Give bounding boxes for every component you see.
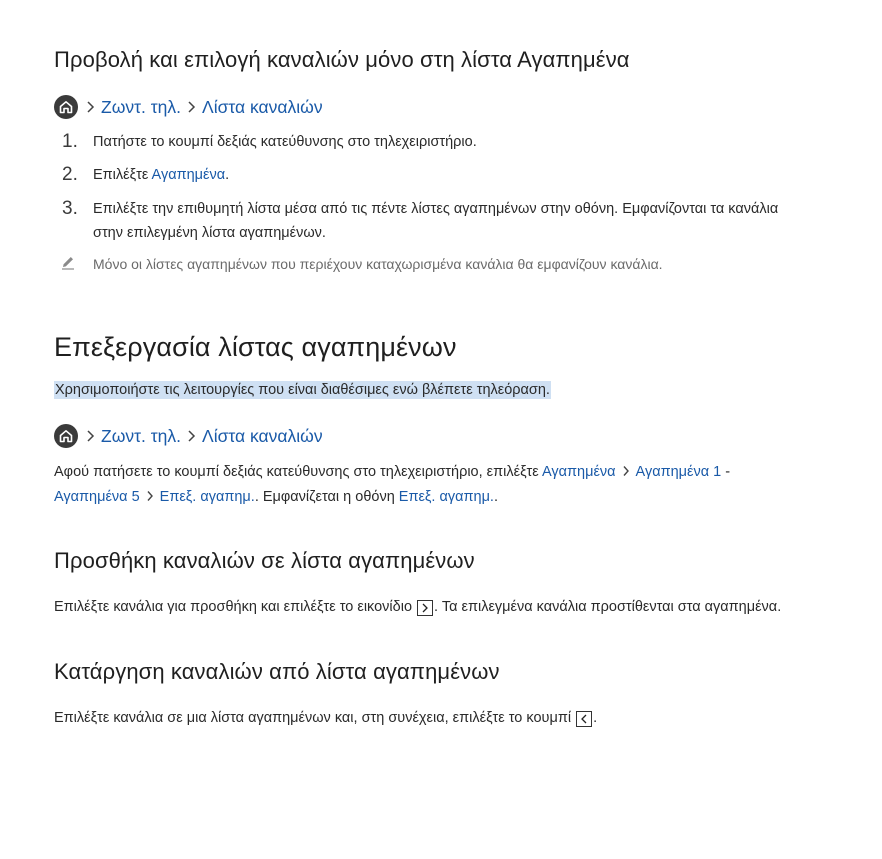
remove-arrow-icon [576,711,592,727]
intro-text: Χρησιμοποιήστε τις λειτουργίες που είναι διαθέσιμες ενώ βλέπετε τηλεόραση. [55,382,550,398]
instruction-line-2: Αγαπημένα 5 Επεξ. αγαπημ.. Εμφανίζεται η οθόνη Επεξ. αγαπημ.. [54,489,498,505]
chevron-right-icon [187,100,196,114]
step-text: Πατήστε το κουμπί δεξιάς κατεύθυνσης στο τηλεχειριστήριο. [93,134,477,150]
step-number: 1. [62,131,78,152]
home-icon [54,95,78,119]
chevron-right-icon [146,490,154,506]
step-number: 2. [62,164,78,185]
step-number: 3. [62,198,78,219]
link-favorites[interactable]: Αγαπημένα [541,464,616,480]
link-favorites-5[interactable]: Αγαπημένα 5 [54,489,140,505]
section-title-remove-channels: Κατάργηση καναλιών από λίστα αγαπημένων [54,659,500,684]
section-title-edit-favorites: Επεξεργασία λίστας αγαπημένων [54,332,457,362]
breadcrumb [54,424,323,448]
pencil-note-icon [60,254,76,275]
chevron-right-icon [187,429,196,443]
breadcrumb-item-channel-list[interactable]: Λίστα καναλιών [202,425,323,446]
note-text: Μόνο οι λίστες αγαπημένων που περιέχουν καταχωρισμένα κανάλια θα εμφανίζουν κανάλια. [93,256,663,272]
step-text-continued: στην επιλεγμένη λίστα αγαπημένων. [93,225,326,241]
link-edit-favorites[interactable]: Επεξ. αγαπημ. [159,489,255,505]
chevron-right-icon [86,100,95,114]
breadcrumb-item-live-tv[interactable]: Ζωντ. τηλ. [101,425,181,446]
instruction-line-1: Αφού πατήσετε το κουμπί δεξιάς κατεύθυνσης στο τηλεχειριστήριο, επιλέξτε Αγαπημένα Αγαπημένα 1 - [54,464,731,480]
add-arrow-icon [417,600,433,616]
add-channels-text: Επιλέξτε κανάλια για προσθήκη και επιλέξτε το εικονίδιο . Τα επιλεγμένα κανάλια προστίθενται στα αγαπημένα. [54,599,782,615]
breadcrumb [54,95,323,119]
breadcrumb-item-live-tv[interactable]: Ζωντ. τηλ. [101,96,181,117]
home-icon [54,424,78,448]
step-text: Επιλέξτε την επιθυμητή λίστα μέσα από τις πέντε λίστες αγαπημένων στην οθόνη. Εμφανίζονται τα κανάλια [93,201,779,217]
link-edit-favorites-screen[interactable]: Επεξ. αγαπημ. [398,489,494,505]
breadcrumb-item-channel-list[interactable]: Λίστα καναλιών [202,96,323,117]
section-title-view-favorites: Προβολή και επιλογή καναλιών μόνο στη λίστα Αγαπημένα [54,47,630,72]
section-title-add-channels: Προσθήκη καναλιών σε λίστα αγαπημένων [54,548,475,573]
link-favorites[interactable]: Αγαπημένα [151,167,226,183]
chevron-right-icon [622,465,630,481]
chevron-right-icon [86,429,95,443]
remove-channels-text: Επιλέξτε κανάλια σε μια λίστα αγαπημένων και, στη συνέχεια, επιλέξτε το κουμπί . [54,710,598,726]
link-favorites-1[interactable]: Αγαπημένα 1 [635,464,722,480]
step-text: Επιλέξτε Αγαπημένα. [93,167,230,183]
